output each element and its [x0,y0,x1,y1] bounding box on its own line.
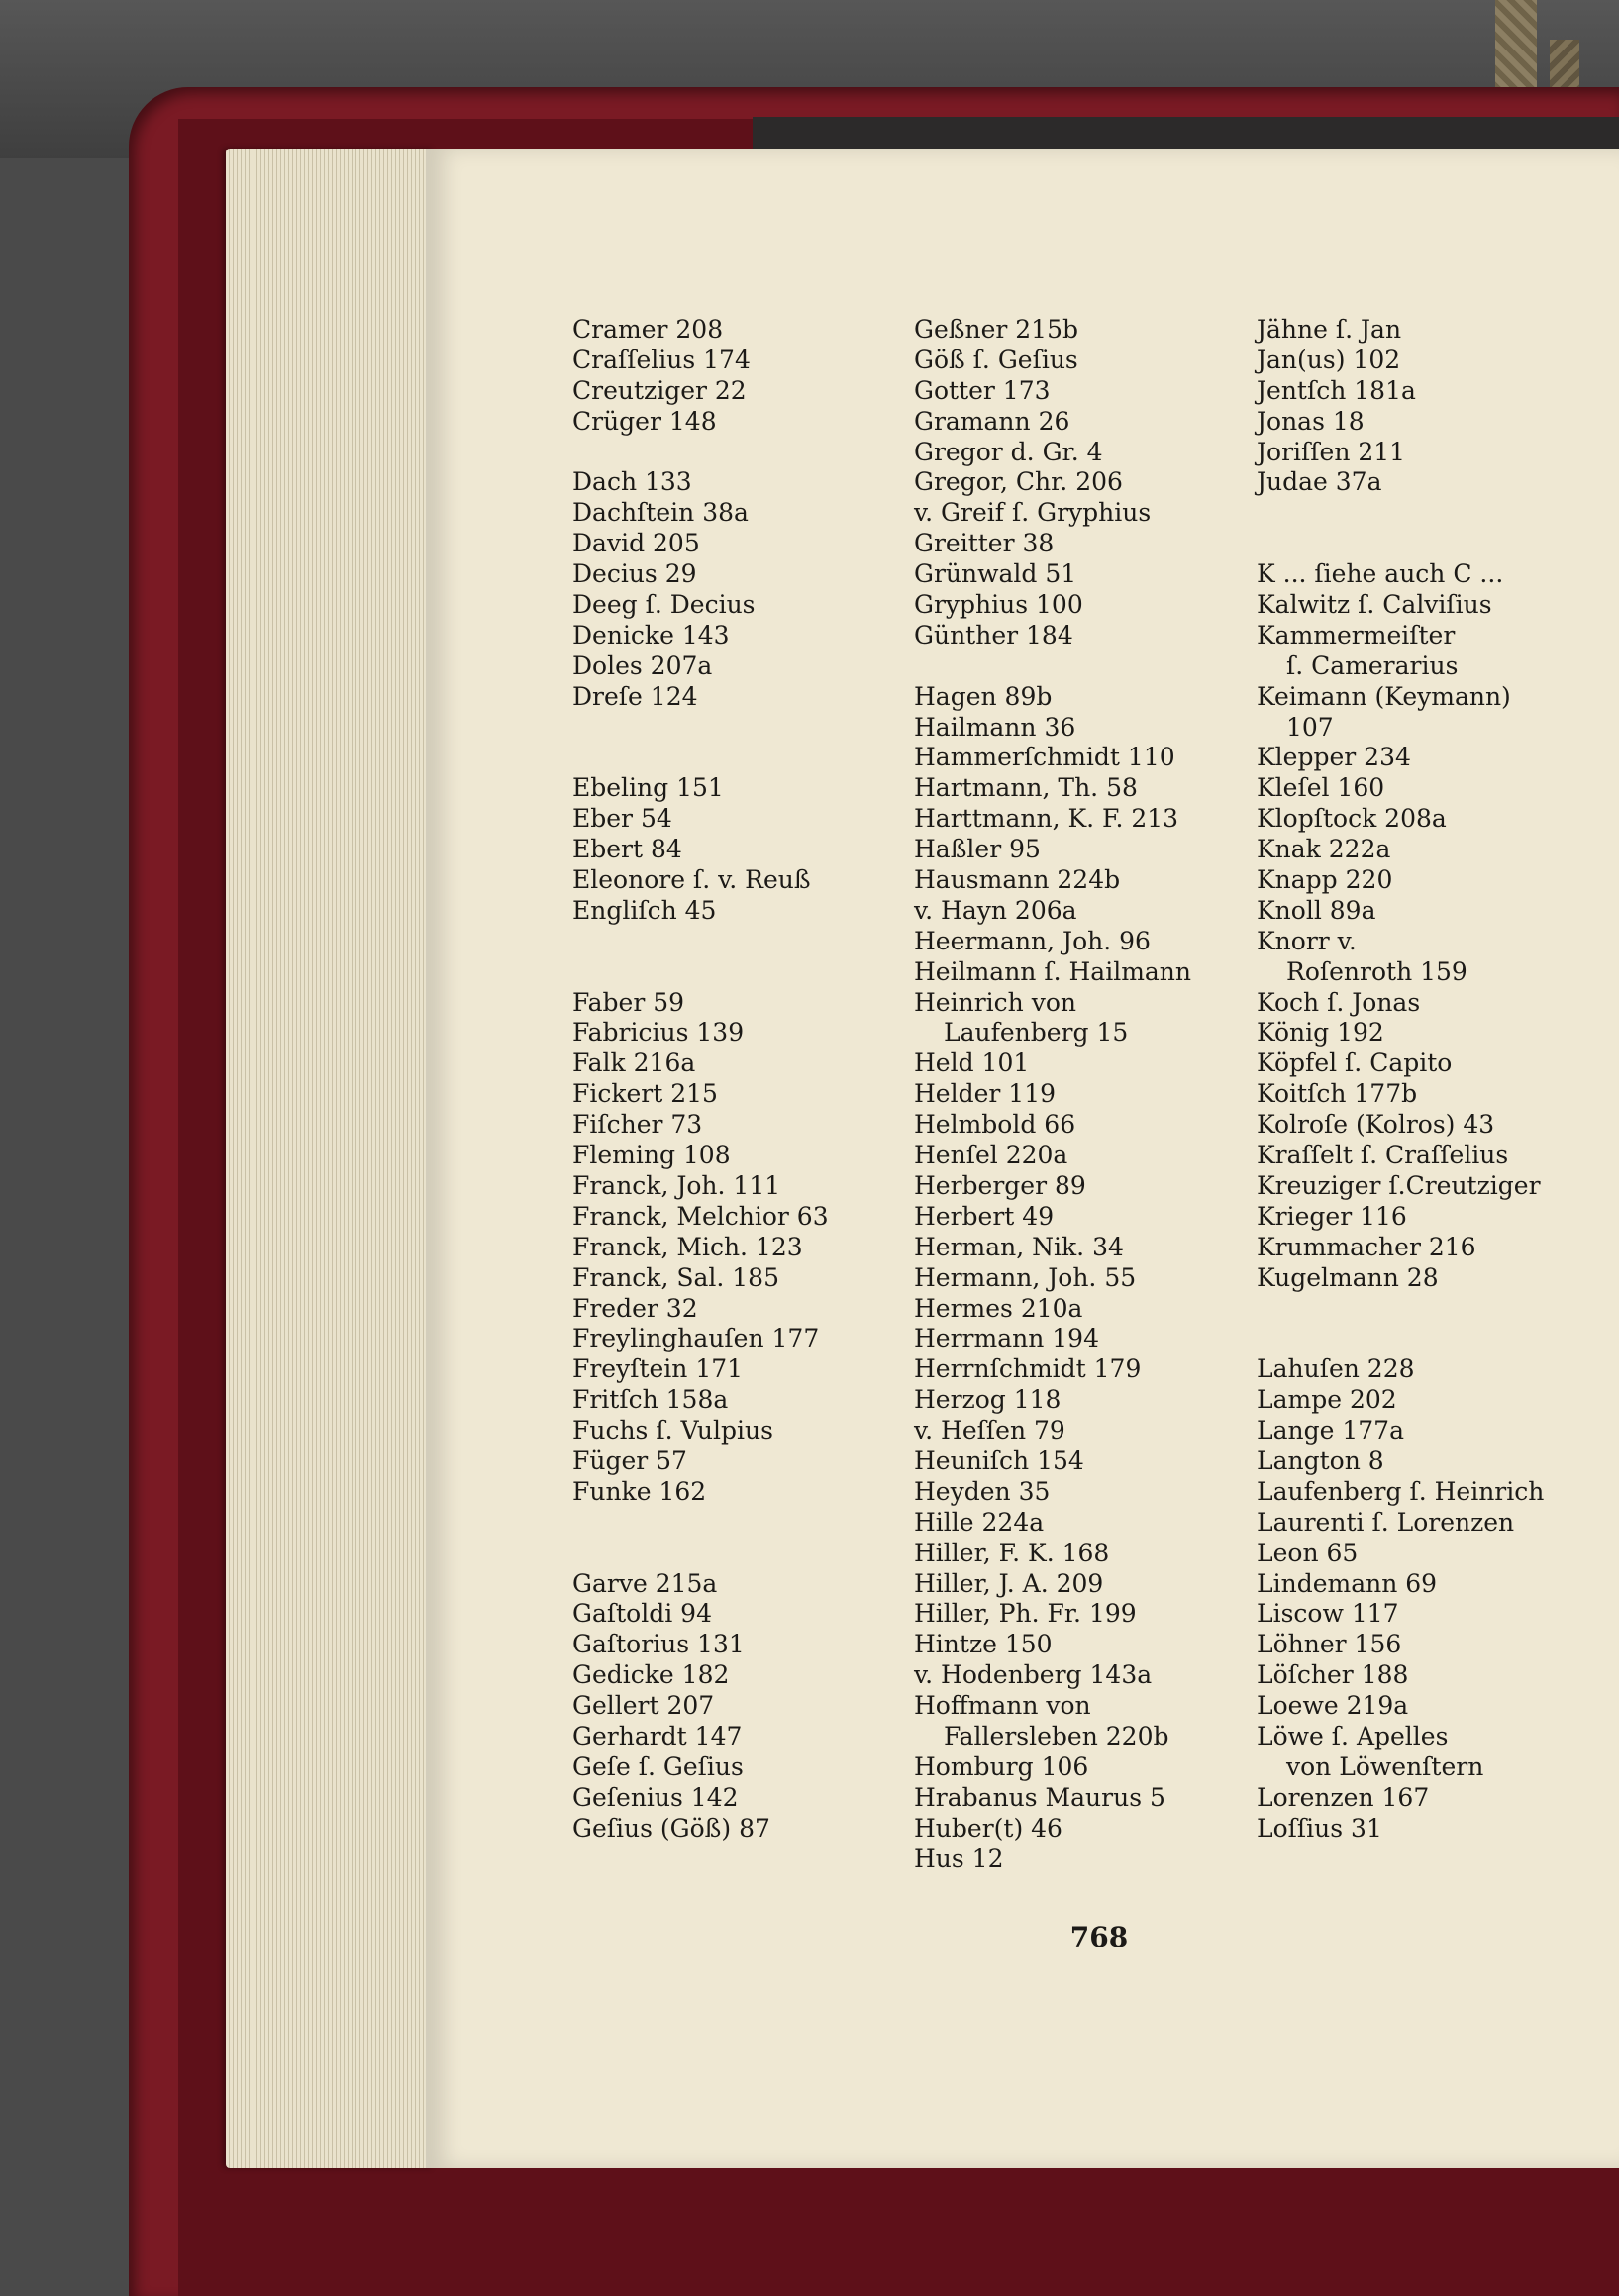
index-spacer [914,651,1256,682]
index-entry: Herbert 49 [914,1201,1055,1231]
index-entry: Franck, Sal. 185 [572,1262,779,1292]
index-entry: Knak 222a [1257,835,1391,864]
index-entry: Hrabanus Maurus 5 [914,1782,1165,1812]
index-entry: Ebert 84 [572,835,682,864]
index-entry: Gotter 173 [914,375,1051,405]
index-entry: Gedicke 182 [572,1660,730,1690]
index-entry: Freylinghauſen 177 [572,1324,820,1353]
index-entry: Dach 133 [572,467,692,497]
index-entry: Herrnſchmidt 179 [914,1354,1142,1384]
index-entry: Engliſch 45 [572,895,717,925]
index-spacer [572,713,914,744]
index-entry: 107 [1286,712,1334,742]
index-entry: Creutziger 22 [572,375,747,405]
index-entry: Gregor, Chr. 206 [914,467,1123,497]
index-entry: Eleonore ſ. v. Reuß [572,865,811,895]
index-entry: Fallersleben 220b [944,1721,1169,1750]
index-entry: Eber 54 [572,804,672,834]
index-entry: Hermann, Joh. 55 [914,1262,1137,1292]
index-entry: Homburg 106 [914,1751,1089,1781]
index-entry: Klepper 234 [1257,743,1411,772]
index-entry: Freyſtein 171 [572,1354,744,1384]
index-spacer [1257,1294,1598,1325]
index-spacer [1257,498,1598,529]
index-entry: Lampe 202 [1257,1385,1397,1415]
index-entry: Löwe ſ. Apelles [1257,1721,1449,1750]
index-entry: Leon 65 [1257,1538,1359,1567]
index-entry: Heuniſch 154 [914,1446,1084,1475]
index-entry: v. Heſſen 79 [914,1416,1065,1446]
index-entry: Falk 216a [572,1048,696,1078]
index-entry: Franck, Melchior 63 [572,1201,829,1231]
index-entry: Langton 8 [1257,1446,1384,1475]
index-entry: König 192 [1257,1018,1384,1048]
index-entry: Faber 59 [572,987,685,1017]
index-entry: Heyden 35 [914,1476,1051,1506]
index-entry: Hammerſchmidt 110 [914,743,1175,772]
index-entry: Fabricius 139 [572,1018,745,1048]
index-entry: Heilmann ſ. Hailmann [914,956,1192,986]
index-spacer [572,438,914,468]
index-entry: Geſe ſ. Geſius [572,1751,744,1781]
index-entry: v. Greif ſ. Gryphius [914,498,1152,528]
index-entry: K ... ſiehe auch C ... [1257,559,1504,589]
index-entry: Herman, Nik. 34 [914,1232,1124,1261]
index-spacer [572,957,914,988]
index-entry: Hagen 89b [914,681,1053,711]
index-entry: Knorr v. [1257,926,1357,955]
index-entry: Krummacher 216 [1257,1232,1476,1261]
index-entry: Gaſtoldi 94 [572,1599,712,1629]
index-entry: Koch ſ. Jonas [1257,987,1421,1017]
index-entry: Dachſtein 38a [572,498,749,528]
index-entry: Jonas 18 [1257,406,1365,436]
index-entry: Huber(t) 46 [914,1813,1062,1843]
index-spacer [572,1539,914,1569]
index-entry: Garve 215a [572,1568,718,1598]
index-entry: Held 101 [914,1048,1030,1078]
index-entry: Gregor d. Gr. 4 [914,437,1103,466]
index-entry: Fuchs ſ. Vulpius [572,1416,773,1446]
index-entry: Kalwitz ſ. Calviſius [1257,590,1492,620]
index-entry: Hermes 210a [914,1293,1083,1323]
index-entry: Helder 119 [914,1079,1057,1109]
index-entry: von Löwenſtern [1286,1751,1484,1781]
index-entry: Franck, Mich. 123 [572,1232,803,1261]
page-edges [226,149,434,2168]
index-entry: Fiſcher 73 [572,1110,703,1140]
index-entry: Knapp 220 [1257,865,1393,895]
index-entry: Laurenti ſ. Lorenzen [1257,1507,1515,1537]
index-entry: Dreſe 124 [572,681,698,711]
index-entry: Jan(us) 102 [1257,345,1401,374]
index-entry: Decius 29 [572,559,697,589]
index-entry: Liscow 117 [1257,1599,1399,1629]
index-entry: Loſſius 31 [1257,1813,1382,1843]
index-entry: Hiller, Ph. Fr. 199 [914,1599,1137,1629]
index-entry: Denicke 143 [572,620,730,649]
index-entry: Loewe 219a [1257,1691,1409,1721]
index-entry: Löhner 156 [1257,1630,1402,1659]
index-entry: Henſel 220a [914,1141,1068,1170]
index-entry: Deeg ſ. Decius [572,590,756,620]
index-spacer [572,1508,914,1539]
index-entry: Herzog 118 [914,1385,1062,1415]
index-entry: Hiller, F. K. 168 [914,1538,1110,1567]
index-column-3 [1257,315,1598,1845]
index-entry: Grünwald 51 [914,559,1077,589]
index-entry: Lindemann 69 [1257,1568,1438,1598]
index-entry: Gerhardt 147 [572,1721,743,1750]
index-entry: Heermann, Joh. 96 [914,926,1151,955]
index-entry: Harttmann, K. F. 213 [914,804,1179,834]
index-entry: Lahuſen 228 [1257,1354,1415,1384]
index-entry: Jähne ſ. Jan [1257,315,1402,344]
index-entry: Fleming 108 [572,1141,731,1170]
index-entry: Joriſſen 211 [1257,437,1406,466]
index-entry: Klopſtock 208a [1257,804,1447,834]
index-entry: Löſcher 188 [1257,1660,1409,1690]
index-entry: Keimann (Keymann) [1257,681,1511,711]
page-number: 768 [1069,1921,1129,1953]
index-entry: Franck, Joh. 111 [572,1170,781,1200]
index-entry: Haßler 95 [914,835,1041,864]
index-entry: Hus 12 [914,1844,1004,1873]
index-entry: Freder 32 [572,1293,698,1323]
index-entry: Helmbold 66 [914,1110,1076,1140]
index-entry: Hailmann 36 [914,712,1076,742]
index-entry: Lange 177a [1257,1416,1404,1446]
index-column-2 [914,315,1256,1874]
index-entry: Cramer 208 [572,315,724,344]
index-entry: Geßner 215b [914,315,1078,344]
index-entry: Judae 37a [1257,467,1382,497]
index-entry: Koitſch 177b [1257,1079,1418,1109]
index-entry: Crüger 148 [572,406,717,436]
index-entry: Lorenzen 167 [1257,1782,1430,1812]
index-entry: Kleſel 160 [1257,773,1385,803]
index-entry: Göß ſ. Geſius [914,345,1078,374]
index-entry: Hiller, J. A. 209 [914,1568,1104,1598]
index-spacer [1257,529,1598,559]
index-entry: Hoffmann von [914,1691,1091,1721]
index-entry: Heinrich von [914,987,1076,1017]
index-entry: Hausmann 224b [914,865,1121,895]
index-entry: Craſſelius 174 [572,345,751,374]
index-entry: Hintze 150 [914,1630,1053,1659]
index-entry: Gryphius 100 [914,590,1083,620]
index-entry: Fritſch 158a [572,1385,729,1415]
index-spacer [1257,1324,1598,1354]
index-entry: Gellert 207 [572,1691,715,1721]
index-entry: Hille 224a [914,1507,1045,1537]
index-entry: Kugelmann 28 [1257,1262,1439,1292]
index-entry: v. Hayn 206a [914,895,1077,925]
index-entry: Gramann 26 [914,406,1070,436]
index-entry: Laufenberg ſ. Heinrich [1257,1476,1545,1506]
index-entry: Fickert 215 [572,1079,718,1109]
index-entry: David 205 [572,529,700,558]
index-entry: Geſenius 142 [572,1782,739,1812]
index-entry: Ebeling 151 [572,773,724,803]
index-entry: Günther 184 [914,620,1073,649]
index-entry: ſ. Camerarius [1286,650,1459,680]
index-entry: Laufenberg 15 [944,1018,1129,1048]
index-entry: Hartmann, Th. 58 [914,773,1138,803]
index-entry: Herberger 89 [914,1170,1086,1200]
index-entry: Kolroſe (Kolros) 43 [1257,1110,1495,1140]
index-entry: Füger 57 [572,1446,687,1475]
index-entry: Kreuziger ſ.Creutziger [1257,1170,1541,1200]
index-entry: v. Hodenberg 143a [914,1660,1153,1690]
index-entry: Geſius (Göß) 87 [572,1813,770,1843]
index-entry: Doles 207a [572,650,713,680]
index-entry: Herrmann 194 [914,1324,1099,1353]
index-entry: Krieger 116 [1257,1201,1407,1231]
index-spacer [572,743,914,773]
index-entry: Kammermeiſter [1257,620,1456,649]
index-columns [572,315,1612,1873]
index-entry: Köpfel ſ. Capito [1257,1048,1453,1078]
index-entry: Gaſtorius 131 [572,1630,745,1659]
index-entry: Kraſſelt ſ. Craſſelius [1257,1141,1509,1170]
index-entry: Jentſch 181a [1257,375,1416,405]
index-entry: Roſenroth 159 [1286,956,1467,986]
index-entry: Knoll 89a [1257,895,1376,925]
index-entry: Funke 162 [572,1476,707,1506]
index-entry: Greitter 38 [914,529,1055,558]
index-spacer [572,927,914,957]
index-column-1 [572,315,914,1845]
